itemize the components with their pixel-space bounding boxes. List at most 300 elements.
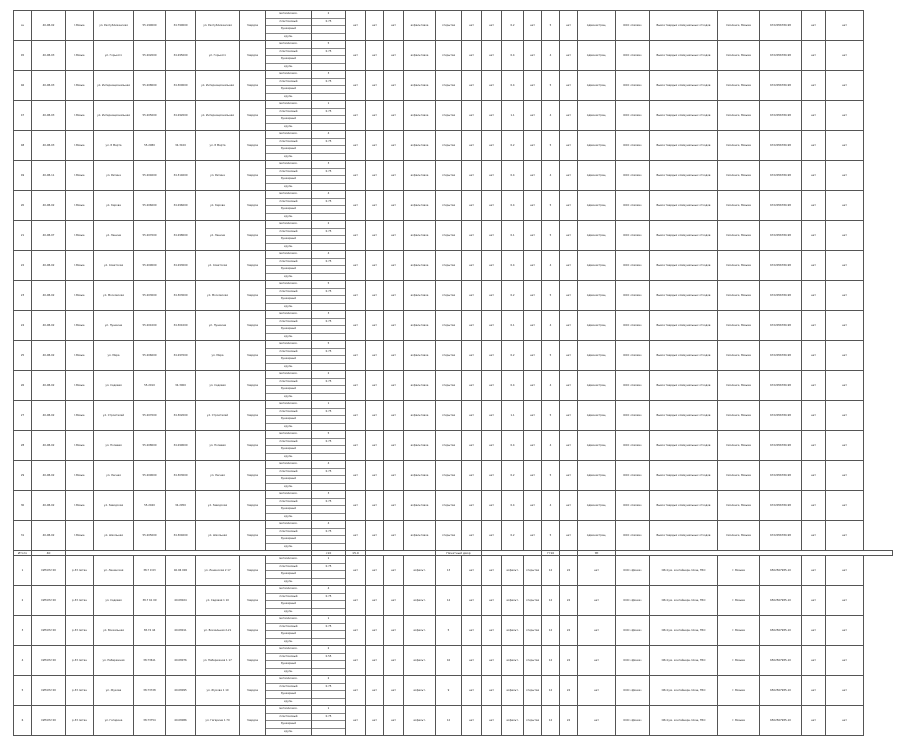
total-cell: с10	[312, 551, 346, 556]
table-cell: 55.208000	[134, 71, 166, 101]
table-cell: ул. Ленина	[94, 221, 134, 251]
table-cell: Администрац.	[578, 521, 616, 551]
blank-sub	[312, 476, 345, 484]
container-type-label: металлическ.	[266, 71, 311, 79]
table-cell: 12	[542, 616, 560, 646]
table-cell: 34.299000	[166, 431, 196, 461]
table-cell: нет	[462, 191, 482, 221]
table-cell: 5	[542, 401, 560, 431]
container-type-label: крупн.	[284, 154, 293, 158]
table-cell: нет	[346, 706, 366, 736]
table-cell: Смоленск, Вязьма	[718, 161, 760, 191]
container-volume: 0.75	[312, 109, 345, 117]
table-cell: нет	[482, 11, 502, 41]
table-cell: г. Вязьма	[718, 706, 760, 736]
table-cell: 34.295000	[166, 41, 196, 71]
table-cell: 1.1	[502, 401, 524, 431]
blank-sub	[312, 386, 345, 394]
container-type-label: металлическ.	[266, 431, 311, 439]
table-cell: Смоленск, Вязьма	[718, 221, 760, 251]
container-volume: 0.75	[312, 229, 345, 237]
table-cell: ул. Горького	[94, 41, 134, 71]
table-cell: нет	[802, 131, 826, 161]
table-cell: 55.205000	[134, 521, 166, 551]
table-cell: твердое	[240, 281, 266, 311]
table-cell: нет	[826, 586, 864, 616]
container-type-label: крупн.	[284, 34, 293, 38]
blank-sub	[312, 274, 345, 281]
container-count: 2	[312, 371, 345, 379]
container-types-cell	[266, 311, 312, 341]
table-cell: нет	[524, 341, 542, 371]
table-cell: ул. Гагарина	[94, 706, 134, 736]
blank-sub	[312, 326, 345, 334]
table-cell: открытая	[436, 221, 462, 251]
table-cell: нет	[366, 491, 384, 521]
table-cell: нет	[346, 646, 366, 676]
table-cell: нет	[826, 161, 864, 191]
table-cell: ул. Садовая	[196, 371, 240, 401]
container-count-cell	[312, 281, 346, 311]
container-count: 1	[312, 616, 345, 624]
container-type-label: крупн.	[284, 184, 293, 188]
table-cell: открытая	[436, 431, 462, 461]
table-cell: нет	[802, 11, 826, 41]
table-cell: твердое	[240, 341, 266, 371]
table-cell: открытая	[436, 461, 462, 491]
container-type-label: металлическ.	[266, 11, 311, 19]
table-row	[14, 431, 893, 461]
table-cell: 55.209000	[134, 251, 166, 281]
container-volume: 0.75	[312, 49, 345, 57]
container-type-label: пластиковый	[266, 19, 311, 27]
blank-sub	[312, 579, 345, 586]
table-cell: 6722056780-98	[760, 191, 802, 221]
table-cell: асфальтовое	[404, 131, 436, 161]
table-cell: нет	[384, 221, 404, 251]
table-cell: ООО «Салем»	[616, 131, 650, 161]
table-cell: нет	[826, 461, 864, 491]
table-cell: Администрац.	[578, 401, 616, 431]
table-cell: открытая	[436, 191, 462, 221]
table-cell: асфальтовое	[404, 281, 436, 311]
table-cell: 34.301000	[166, 311, 196, 341]
table-cell: асфальтовое	[404, 431, 436, 461]
table-cell: Администрац.	[578, 41, 616, 71]
table-cell: 12	[542, 646, 560, 676]
blank-sub	[312, 334, 345, 341]
table-cell: 6722056780-98	[760, 101, 802, 131]
table-cell: 0.1	[502, 311, 524, 341]
container-volume: 0.75	[312, 469, 345, 477]
table-cell: нет	[482, 646, 502, 676]
table-cell: нет	[346, 251, 366, 281]
container-volume: 0.75	[312, 319, 345, 327]
table-cell: 40-08-03	[32, 131, 66, 161]
table-cell: ул. Жукова 1 10	[196, 676, 240, 706]
table-cell: нет	[366, 401, 384, 431]
table-cell: нет	[462, 431, 482, 461]
table-cell: 40.08095	[166, 676, 196, 706]
container-count: 1	[312, 101, 345, 109]
table-row	[14, 251, 893, 281]
blank-sub	[312, 446, 345, 454]
table-cell: 55.190000	[134, 11, 166, 41]
table-cell: 0.2	[502, 461, 524, 491]
table-cell: 40.08024	[166, 586, 196, 616]
table-cell: твердое	[240, 461, 266, 491]
table-cell: Вывоз твердых коммунальных отходов	[650, 521, 718, 551]
table-cell: Смоленск, Вязьма	[718, 281, 760, 311]
table-cell: нет	[346, 401, 366, 431]
table-cell: нет	[560, 251, 578, 281]
table-cell: нет	[384, 131, 404, 161]
container-type-label: металлическ.	[266, 401, 311, 409]
table-cell: асфальт.	[502, 706, 524, 736]
table-cell: 40-08-07	[32, 221, 66, 251]
table-cell: г.Вязьм.	[66, 341, 94, 371]
table-cell: ул. Ленина	[196, 221, 240, 251]
table-cell: нет	[524, 461, 542, 491]
table-cell: асфальт.	[404, 676, 436, 706]
table-cell: твердое	[240, 161, 266, 191]
table-cell: нет	[560, 341, 578, 371]
table-cell: нет	[366, 161, 384, 191]
table-cell: 6722056780-98	[760, 311, 802, 341]
table-row	[14, 71, 893, 101]
blank-sub	[312, 601, 345, 609]
table-cell: асфальтовое	[404, 341, 436, 371]
table-cell: 55.206000	[134, 341, 166, 371]
table-cell: 40-08-02	[32, 251, 66, 281]
container-count: 1	[312, 401, 345, 409]
table-cell: нет	[560, 281, 578, 311]
table-cell: 4	[542, 311, 560, 341]
table-cell: Администрац.	[578, 71, 616, 101]
table-cell: ул. Школьная	[94, 521, 134, 551]
container-count-cell	[312, 161, 346, 191]
table-cell: нет	[578, 616, 616, 646]
table-cell: нет	[524, 131, 542, 161]
table-row	[14, 461, 893, 491]
blank-sub	[312, 424, 345, 431]
table-cell: нет	[384, 371, 404, 401]
container-type-label: металлическ.	[266, 41, 311, 49]
table-cell: нет	[524, 101, 542, 131]
table-cell: нет	[802, 371, 826, 401]
table-cell: нет	[346, 556, 366, 586]
table-cell: нет	[482, 556, 502, 586]
table-cell: ул. Кирова	[196, 191, 240, 221]
container-type-label: бункерный	[266, 721, 311, 729]
table-cell: нет	[524, 521, 542, 551]
table-cell: Администрац.	[578, 311, 616, 341]
table-cell: нет	[384, 616, 404, 646]
table-cell: нет	[346, 491, 366, 521]
table-cell: 4	[542, 41, 560, 71]
table-cell: 6722056780-98	[760, 281, 802, 311]
container-type-label: бункерный	[266, 446, 311, 454]
blank-sub	[312, 116, 345, 124]
table-cell: 55.209000	[134, 461, 166, 491]
table-cell: ООО «Дачка»	[616, 676, 650, 706]
table-cell: р-33 литан	[66, 706, 94, 736]
table-cell: нет	[578, 646, 616, 676]
container-type-label: пластиковый	[266, 319, 311, 327]
table-cell: 22	[14, 251, 32, 281]
blank-sub	[312, 394, 345, 401]
table-cell: асфальт.	[404, 646, 436, 676]
table-cell: 24	[560, 676, 578, 706]
table-cell: 5	[542, 281, 560, 311]
table-cell: твердое	[240, 431, 266, 461]
table-cell: твердое	[240, 401, 266, 431]
table-cell: 24	[560, 556, 578, 586]
table-row	[14, 191, 893, 221]
table-cell: 31	[14, 521, 32, 551]
table-cell: 40-08-02	[32, 401, 66, 431]
table-row	[14, 341, 893, 371]
blank-sub	[312, 64, 345, 71]
container-count: 5	[312, 431, 345, 439]
container-type-label: металлическ.	[266, 556, 311, 564]
table-cell: 40-08-03	[32, 41, 66, 71]
table-cell: нет	[524, 491, 542, 521]
table-cell: нет	[346, 521, 366, 551]
table-cell: твердое	[240, 101, 266, 131]
table-cell: асфальтовое	[404, 161, 436, 191]
container-count: 1	[312, 556, 345, 564]
table-cell: ООО «Салем»	[616, 491, 650, 521]
table-cell: нет	[366, 71, 384, 101]
container-types-cell	[266, 71, 312, 101]
table-cell: нет	[826, 616, 864, 646]
table-cell: 4	[542, 431, 560, 461]
table-cell: открытая	[436, 131, 462, 161]
table-cell: открытая	[436, 11, 462, 41]
table-cell: 40-08-02	[32, 431, 66, 461]
table-row	[14, 311, 893, 341]
table-cell: ул. Советская	[196, 251, 240, 281]
table-cell: нет	[366, 521, 384, 551]
table-cell: нет	[826, 71, 864, 101]
table-cell: нет	[384, 521, 404, 551]
table-cell: нет	[826, 281, 864, 311]
table-cell: 6502567985-10	[760, 706, 802, 736]
table-cell: г.Вязьм.	[66, 11, 94, 41]
table-cell: 6722056780-98	[760, 521, 802, 551]
table-cell: нет	[826, 521, 864, 551]
table-cell: 34.298000	[166, 221, 196, 251]
table-cell: нет	[560, 11, 578, 41]
table-cell: нет	[462, 71, 482, 101]
table-cell: нет	[560, 191, 578, 221]
container-type-label: металлическ.	[266, 311, 311, 319]
container-type-label: металлическ.	[266, 706, 311, 714]
container-type-label: металлическ.	[266, 461, 311, 469]
table-cell: нет	[482, 706, 502, 736]
table-cell: нет	[560, 161, 578, 191]
table-cell: твердое	[240, 251, 266, 281]
container-count-cell	[312, 71, 346, 101]
container-count: 1	[312, 706, 345, 714]
table-cell: нет	[366, 616, 384, 646]
table-cell: 49	[14, 161, 32, 191]
container-type-label: металлическ.	[266, 251, 311, 259]
blank-sub	[312, 304, 345, 311]
container-type-label: пластиковый	[266, 49, 311, 57]
table-cell: нет	[560, 221, 578, 251]
blank-sub	[312, 729, 345, 736]
table-cell: открытая	[436, 281, 462, 311]
container-type-label: бункерный	[266, 571, 311, 579]
blank-sub	[312, 356, 345, 364]
table-cell: Вывоз твердых коммунальных отходов	[650, 371, 718, 401]
table-cell: нет	[384, 676, 404, 706]
table-cell: 0.2	[502, 341, 524, 371]
container-volume: 0.75	[312, 379, 345, 387]
table-cell: нет	[482, 676, 502, 706]
table-cell: Смоленск, Вязьма	[718, 521, 760, 551]
table-cell: ул. Садовая	[94, 371, 134, 401]
table-cell: нет	[366, 556, 384, 586]
table-cell: Смоленск, Вязьма	[718, 251, 760, 281]
table-cell: открытая	[436, 161, 462, 191]
container-type-label: металлическ.	[266, 616, 311, 624]
table-cell: нет	[802, 341, 826, 371]
table-cell: нет	[482, 401, 502, 431]
table-cell: 34.3000	[166, 371, 196, 401]
table-cell: нет	[462, 646, 482, 676]
table-cell: г. Вязьма	[718, 646, 760, 676]
table-cell: ул. Московская	[94, 281, 134, 311]
container-count-cell	[312, 251, 346, 281]
table-cell: 55.206000	[134, 191, 166, 221]
table-cell: Смоленск, Вязьма	[718, 71, 760, 101]
table-cell: нет	[366, 11, 384, 41]
table-cell: 34.3100	[166, 131, 196, 161]
table-cell: г.Вязьм.	[66, 191, 94, 221]
table-row	[14, 491, 893, 521]
table-cell: г.Вязьм.	[66, 311, 94, 341]
table-cell: Администрац.	[578, 131, 616, 161]
table-cell: асфальтовое	[404, 221, 436, 251]
table-cell: 12	[436, 706, 462, 736]
table-cell: Администрац.	[578, 491, 616, 521]
table-cell: нет	[524, 371, 542, 401]
table-cell: нет	[802, 431, 826, 461]
table-cell: нет	[462, 556, 482, 586]
container-types-cell	[266, 706, 312, 736]
table-cell: Вывоз твердых коммунальных отходов	[650, 191, 718, 221]
table-cell: р-33 литан	[66, 616, 94, 646]
table-cell: открытая	[524, 706, 542, 736]
table-cell: твердое	[240, 616, 266, 646]
table-cell: г.Вязьм.	[66, 431, 94, 461]
table-cell: нет	[482, 431, 502, 461]
table-cell: асфальтовое	[404, 11, 436, 41]
register-sheet	[13, 10, 893, 733]
blank-sub	[312, 699, 345, 706]
container-type-label: пластиковый	[266, 349, 311, 357]
table-cell: ул. Кирова	[94, 191, 134, 221]
table-cell: нет	[366, 251, 384, 281]
table-cell: нет	[802, 521, 826, 551]
total-cell: ttt	[578, 551, 616, 556]
table-cell: нет	[384, 706, 404, 736]
table-cell: 5	[542, 131, 560, 161]
table-cell: 1.1	[502, 101, 524, 131]
container-volume: 0.75	[312, 714, 345, 722]
table-row	[14, 221, 893, 251]
table-cell: ул. Интернациональная	[196, 71, 240, 101]
table-cell: ул. Интернациональная	[94, 71, 134, 101]
table-cell: нет	[346, 281, 366, 311]
table-cell: нет	[802, 491, 826, 521]
table-cell: 5	[436, 616, 462, 646]
container-types-cell	[266, 491, 312, 521]
table-cell: нет	[524, 401, 542, 431]
table-cell: нет	[366, 281, 384, 311]
container-type-label: металлическ.	[266, 371, 311, 379]
container-type-label: металлическ.	[266, 491, 311, 499]
container-type-label: пластиковый	[266, 594, 311, 602]
table-cell: 2	[14, 586, 32, 616]
container-count: 4	[312, 191, 345, 199]
table-cell: 13	[436, 556, 462, 586]
table-cell: открытая	[436, 491, 462, 521]
table-cell: нет	[482, 221, 502, 251]
table-cell: нет	[346, 221, 366, 251]
table-cell: нет	[578, 706, 616, 736]
table-cell: 55.203000	[134, 281, 166, 311]
table-cell: Вывоз твердых коммунальных отходов	[650, 341, 718, 371]
container-types-cell	[266, 646, 312, 676]
container-type-label: пластиковый	[266, 409, 311, 417]
table-cell: нет	[802, 71, 826, 101]
container-type-label: металлическ.	[266, 676, 311, 684]
container-type-label: крупн.	[284, 544, 293, 548]
table-cell: твердое	[240, 521, 266, 551]
table-cell: открытая	[524, 556, 542, 586]
table-cell: нет	[826, 676, 864, 706]
container-count: 2	[312, 676, 345, 684]
table-cell: 6502567985-10	[760, 556, 802, 586]
table-cell: твердое	[240, 556, 266, 586]
table-cell: нет	[524, 311, 542, 341]
container-type-label: пластиковый	[266, 169, 311, 177]
container-volume: 0.55	[312, 654, 345, 662]
table-cell: нет	[346, 676, 366, 706]
table-cell: ООО «Дачка»	[616, 556, 650, 586]
table-cell: 0.2	[502, 131, 524, 161]
table-cell: нет	[366, 706, 384, 736]
container-count-cell	[312, 491, 346, 521]
table-cell: твердое	[240, 676, 266, 706]
container-type-label: металлическ.	[266, 646, 311, 654]
blank-sub	[312, 146, 345, 154]
table-cell: ООО «Салем»	[616, 251, 650, 281]
table-cell: нет	[384, 586, 404, 616]
table-cell: 12	[542, 556, 560, 586]
table-cell: нет	[366, 461, 384, 491]
table-cell: нет	[802, 221, 826, 251]
table-row	[14, 101, 893, 131]
container-type-label: бункерный	[266, 116, 311, 124]
container-type-label: бункерный	[266, 56, 311, 64]
container-type-label: бункерный	[266, 86, 311, 94]
table-cell: нет	[826, 131, 864, 161]
